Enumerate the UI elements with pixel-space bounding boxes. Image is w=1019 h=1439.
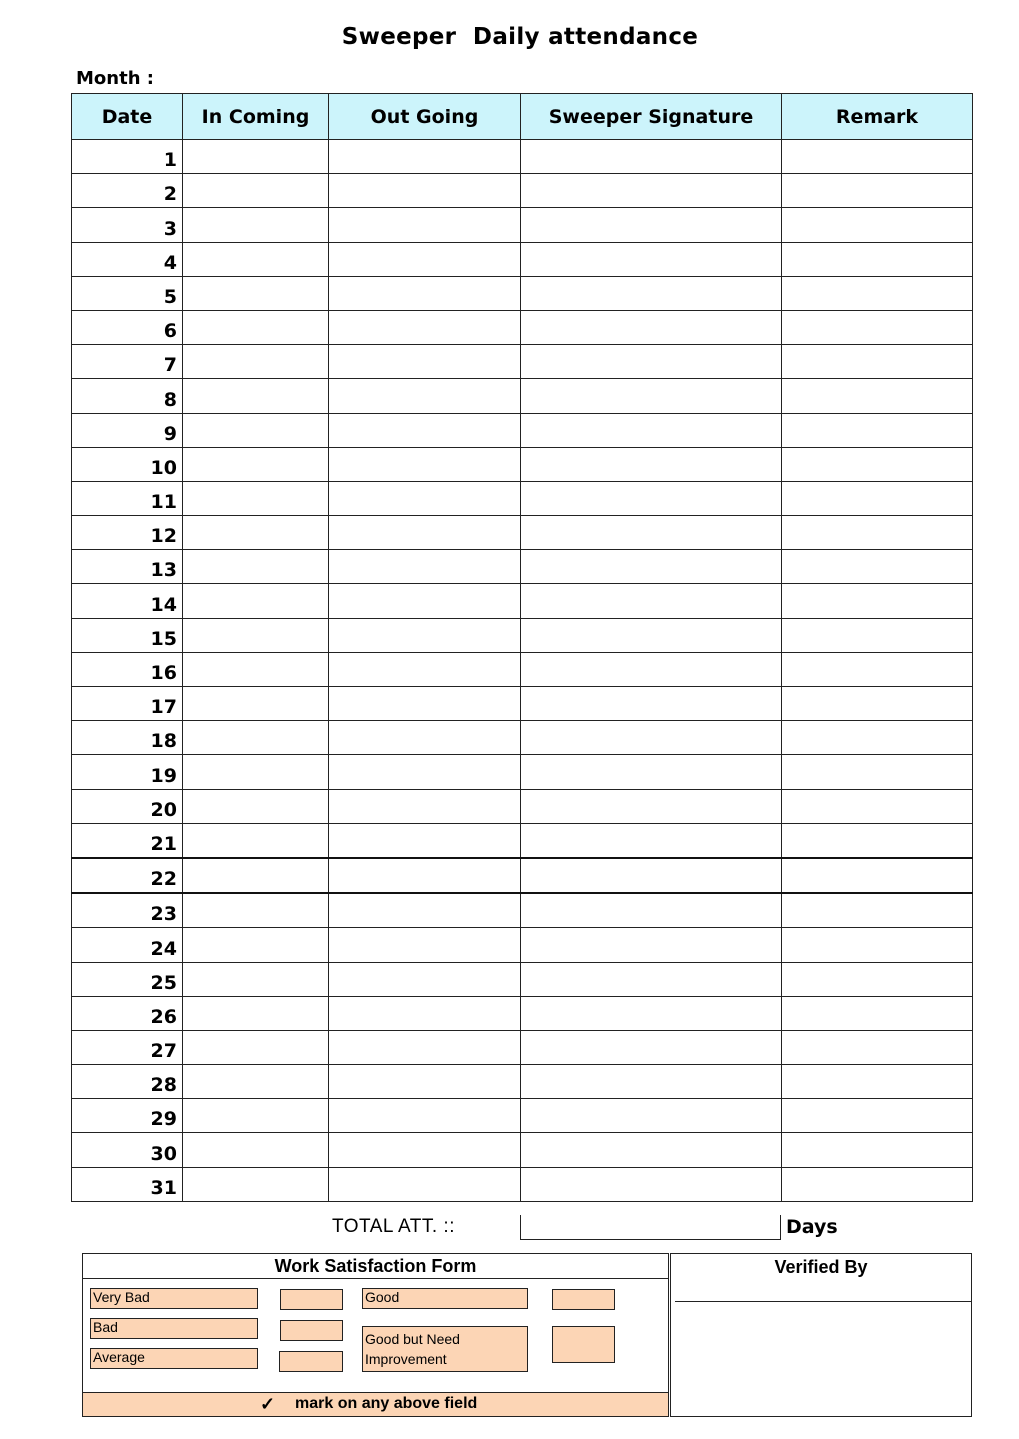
date-cell: 21 xyxy=(72,823,183,858)
sweeper-signature-cell[interactable] xyxy=(521,721,782,755)
out-going-cell[interactable] xyxy=(329,893,521,928)
sweeper-signature-cell[interactable] xyxy=(521,1030,782,1064)
sweeper-signature-cell[interactable] xyxy=(521,550,782,584)
table-row xyxy=(72,140,973,174)
sweeper-signature-cell[interactable] xyxy=(521,1099,782,1133)
sweeper-signature-cell[interactable] xyxy=(521,242,782,276)
date-cell: 20 xyxy=(72,789,183,823)
in-coming-cell[interactable] xyxy=(183,1030,329,1064)
out-going-cell[interactable] xyxy=(329,962,521,996)
sweeper-signature-cell[interactable] xyxy=(521,1133,782,1167)
footer-instruction: mark on any above field xyxy=(295,1395,478,1412)
remark-cell[interactable] xyxy=(782,1099,973,1133)
option-very-bad: Very Bad xyxy=(90,1288,258,1309)
out-going-cell[interactable] xyxy=(329,276,521,310)
date-cell: 8 xyxy=(72,379,183,413)
out-going-cell[interactable] xyxy=(329,789,521,823)
date-cell: 25 xyxy=(72,962,183,996)
out-going-cell[interactable] xyxy=(329,721,521,755)
checkbox-average[interactable] xyxy=(279,1351,343,1372)
table-row xyxy=(72,1099,973,1133)
table-row xyxy=(72,789,973,823)
page-title: Sweeper Daily attendance xyxy=(341,24,699,50)
date-cell: 23 xyxy=(72,893,183,928)
checkbox-very-bad[interactable] xyxy=(280,1289,343,1310)
out-going-cell[interactable] xyxy=(329,858,521,893)
sweeper-signature-cell[interactable] xyxy=(521,893,782,928)
in-coming-cell[interactable] xyxy=(183,516,329,550)
sweeper-signature-cell[interactable] xyxy=(521,379,782,413)
option-bad: Bad xyxy=(90,1318,258,1339)
in-coming-cell[interactable] xyxy=(183,550,329,584)
table-row xyxy=(72,481,973,515)
remark-cell[interactable] xyxy=(782,893,973,928)
table-row xyxy=(72,996,973,1030)
date-cell: 2 xyxy=(72,174,183,208)
in-coming-cell[interactable] xyxy=(183,618,329,652)
out-going-cell[interactable] xyxy=(329,755,521,789)
attendance-body xyxy=(72,140,973,1202)
date-cell: 30 xyxy=(72,1133,183,1167)
sweeper-signature-cell[interactable] xyxy=(521,996,782,1030)
header-sweeper-signature: Sweeper Signature xyxy=(521,94,782,140)
date-cell: 13 xyxy=(72,550,183,584)
remark-cell[interactable] xyxy=(782,1030,973,1064)
out-going-cell[interactable] xyxy=(329,1167,521,1201)
in-coming-cell[interactable] xyxy=(183,1065,329,1099)
remark-cell[interactable] xyxy=(782,789,973,823)
in-coming-cell[interactable] xyxy=(183,584,329,618)
sweeper-signature-cell[interactable] xyxy=(521,481,782,515)
date-cell: 16 xyxy=(72,652,183,686)
in-coming-cell[interactable] xyxy=(183,1133,329,1167)
total-att-label: TOTAL ATT. :: xyxy=(332,1216,455,1237)
date-cell: 4 xyxy=(72,242,183,276)
out-going-cell[interactable] xyxy=(329,208,521,242)
month-label: Month : xyxy=(76,68,154,89)
table-row xyxy=(72,652,973,686)
table-row xyxy=(72,174,973,208)
out-going-cell[interactable] xyxy=(329,1065,521,1099)
sweeper-signature-cell[interactable] xyxy=(521,447,782,481)
date-cell: 7 xyxy=(72,345,183,379)
date-cell: 22 xyxy=(72,858,183,893)
checkbox-bad[interactable] xyxy=(280,1320,343,1341)
in-coming-cell[interactable] xyxy=(183,1099,329,1133)
remark-cell[interactable] xyxy=(782,1065,973,1099)
table-row xyxy=(72,276,973,310)
date-cell: 28 xyxy=(72,1065,183,1099)
sweeper-signature-cell[interactable] xyxy=(521,858,782,893)
sweeper-signature-cell[interactable] xyxy=(521,208,782,242)
table-row xyxy=(72,550,973,584)
remark-cell[interactable] xyxy=(782,276,973,310)
work-satisfaction-title: Work Satisfaction Form xyxy=(83,1254,668,1279)
table-row xyxy=(72,618,973,652)
in-coming-cell[interactable] xyxy=(183,755,329,789)
header-remark: Remark xyxy=(782,94,973,140)
remark-cell[interactable] xyxy=(782,174,973,208)
out-going-cell[interactable] xyxy=(329,550,521,584)
date-cell: 6 xyxy=(72,310,183,344)
in-coming-cell[interactable] xyxy=(183,345,329,379)
date-cell: 14 xyxy=(72,584,183,618)
remark-cell[interactable] xyxy=(782,516,973,550)
sweeper-signature-cell[interactable] xyxy=(521,1167,782,1201)
option-good-need-line2: Improvement xyxy=(365,1351,447,1367)
remark-cell[interactable] xyxy=(782,242,973,276)
total-att-field[interactable] xyxy=(520,1215,781,1240)
table-row xyxy=(72,1030,973,1064)
remark-cell[interactable] xyxy=(782,140,973,174)
sweeper-signature-cell[interactable] xyxy=(521,310,782,344)
remark-cell[interactable] xyxy=(782,345,973,379)
sweeper-signature-cell[interactable] xyxy=(521,140,782,174)
sweeper-signature-cell[interactable] xyxy=(521,413,782,447)
in-coming-cell[interactable] xyxy=(183,928,329,962)
table-row xyxy=(72,962,973,996)
out-going-cell[interactable] xyxy=(329,928,521,962)
table-row xyxy=(72,447,973,481)
remark-cell[interactable] xyxy=(782,379,973,413)
remark-cell[interactable] xyxy=(782,996,973,1030)
verified-by-title: Verified By xyxy=(774,1257,868,1277)
sweeper-signature-cell[interactable] xyxy=(521,516,782,550)
out-going-cell[interactable] xyxy=(329,481,521,515)
remark-cell[interactable] xyxy=(782,618,973,652)
table-row xyxy=(72,1065,973,1099)
out-going-cell[interactable] xyxy=(329,310,521,344)
date-cell: 1 xyxy=(72,140,183,174)
sweeper-signature-cell[interactable] xyxy=(521,276,782,310)
in-coming-cell[interactable] xyxy=(183,996,329,1030)
out-going-cell[interactable] xyxy=(329,652,521,686)
checkbox-good[interactable] xyxy=(552,1289,615,1310)
out-going-cell[interactable] xyxy=(329,1030,521,1064)
table-row xyxy=(72,687,973,721)
sweeper-signature-cell[interactable] xyxy=(521,789,782,823)
remark-cell[interactable] xyxy=(782,413,973,447)
work-satisfaction-form xyxy=(82,1253,669,1417)
in-coming-cell[interactable] xyxy=(183,858,329,893)
in-coming-cell[interactable] xyxy=(183,1167,329,1201)
date-cell: 31 xyxy=(72,1167,183,1201)
table-row xyxy=(72,310,973,344)
remark-cell[interactable] xyxy=(782,447,973,481)
out-going-cell[interactable] xyxy=(329,1133,521,1167)
table-row xyxy=(72,1133,973,1167)
attendance-table xyxy=(71,93,973,1202)
table-row xyxy=(72,208,973,242)
remark-cell[interactable] xyxy=(782,823,973,858)
in-coming-cell[interactable] xyxy=(183,962,329,996)
remark-cell[interactable] xyxy=(782,962,973,996)
in-coming-cell[interactable] xyxy=(183,242,329,276)
out-going-cell[interactable] xyxy=(329,996,521,1030)
date-cell: 18 xyxy=(72,721,183,755)
in-coming-cell[interactable] xyxy=(183,789,329,823)
remark-cell[interactable] xyxy=(782,310,973,344)
option-good-need-line1: Good but Need xyxy=(365,1331,460,1347)
table-row xyxy=(72,928,973,962)
out-going-cell[interactable] xyxy=(329,447,521,481)
out-going-cell[interactable] xyxy=(329,174,521,208)
table-row xyxy=(72,858,973,893)
in-coming-cell[interactable] xyxy=(183,276,329,310)
checkbox-good-but-need-improvement[interactable] xyxy=(552,1326,615,1363)
out-going-cell[interactable] xyxy=(329,618,521,652)
remark-cell[interactable] xyxy=(782,721,973,755)
remark-cell[interactable] xyxy=(782,755,973,789)
header-in-coming: In Coming xyxy=(183,94,329,140)
out-going-cell[interactable] xyxy=(329,584,521,618)
table-row xyxy=(72,413,973,447)
out-going-cell[interactable] xyxy=(329,516,521,550)
in-coming-cell[interactable] xyxy=(183,652,329,686)
in-coming-cell[interactable] xyxy=(183,208,329,242)
date-cell: 24 xyxy=(72,928,183,962)
table-row xyxy=(72,345,973,379)
in-coming-cell[interactable] xyxy=(183,174,329,208)
sweeper-signature-cell[interactable] xyxy=(521,584,782,618)
days-label: Days xyxy=(786,1216,838,1238)
date-cell: 3 xyxy=(72,208,183,242)
option-average: Average xyxy=(90,1348,258,1369)
sweeper-signature-cell[interactable] xyxy=(521,755,782,789)
date-cell: 27 xyxy=(72,1030,183,1064)
date-cell: 17 xyxy=(72,687,183,721)
out-going-cell[interactable] xyxy=(329,413,521,447)
sweeper-signature-cell[interactable] xyxy=(521,928,782,962)
date-cell: 29 xyxy=(72,1099,183,1133)
table-row xyxy=(72,584,973,618)
table-row xyxy=(72,755,973,789)
verified-by-divider xyxy=(675,1301,971,1302)
header-date: Date xyxy=(72,94,183,140)
table-row xyxy=(72,516,973,550)
sweeper-signature-cell[interactable] xyxy=(521,174,782,208)
remark-cell[interactable] xyxy=(782,858,973,893)
sweeper-signature-cell[interactable] xyxy=(521,962,782,996)
option-good: Good xyxy=(362,1288,528,1309)
table-row xyxy=(72,893,973,928)
sweeper-signature-cell[interactable] xyxy=(521,652,782,686)
table-row xyxy=(72,823,973,858)
date-cell: 10 xyxy=(72,447,183,481)
sweeper-signature-cell[interactable] xyxy=(521,823,782,858)
in-coming-cell[interactable] xyxy=(183,687,329,721)
remark-cell[interactable] xyxy=(782,652,973,686)
sweeper-signature-cell[interactable] xyxy=(521,687,782,721)
remark-cell[interactable] xyxy=(782,1133,973,1167)
out-going-cell[interactable] xyxy=(329,140,521,174)
date-cell: 11 xyxy=(72,481,183,515)
in-coming-cell[interactable] xyxy=(183,140,329,174)
out-going-cell[interactable] xyxy=(329,345,521,379)
in-coming-cell[interactable] xyxy=(183,379,329,413)
work-satisfaction-footer xyxy=(83,1392,668,1416)
date-cell: 19 xyxy=(72,755,183,789)
table-header-row xyxy=(72,94,973,140)
verified-by-box xyxy=(670,1253,972,1417)
in-coming-cell[interactable] xyxy=(183,823,329,858)
out-going-cell[interactable] xyxy=(329,242,521,276)
table-row xyxy=(72,1167,973,1201)
check-mark-icon: ✓ xyxy=(260,1394,276,1414)
date-cell: 12 xyxy=(72,516,183,550)
sweeper-signature-cell[interactable] xyxy=(521,345,782,379)
remark-cell[interactable] xyxy=(782,584,973,618)
table-row xyxy=(72,379,973,413)
sweeper-signature-cell[interactable] xyxy=(521,618,782,652)
remark-cell[interactable] xyxy=(782,550,973,584)
remark-cell[interactable] xyxy=(782,928,973,962)
date-cell: 26 xyxy=(72,996,183,1030)
sweeper-signature-cell[interactable] xyxy=(521,1065,782,1099)
remark-cell[interactable] xyxy=(782,1167,973,1201)
remark-cell[interactable] xyxy=(782,687,973,721)
date-cell: 5 xyxy=(72,276,183,310)
table-row xyxy=(72,721,973,755)
remark-cell[interactable] xyxy=(782,481,973,515)
option-good-but-need-improvement xyxy=(362,1326,528,1372)
in-coming-cell[interactable] xyxy=(183,721,329,755)
in-coming-cell[interactable] xyxy=(183,447,329,481)
in-coming-cell[interactable] xyxy=(183,413,329,447)
out-going-cell[interactable] xyxy=(329,1099,521,1133)
remark-cell[interactable] xyxy=(782,208,973,242)
date-cell: 15 xyxy=(72,618,183,652)
in-coming-cell[interactable] xyxy=(183,481,329,515)
out-going-cell[interactable] xyxy=(329,823,521,858)
date-cell: 9 xyxy=(72,413,183,447)
in-coming-cell[interactable] xyxy=(183,310,329,344)
header-out-going: Out Going xyxy=(329,94,521,140)
out-going-cell[interactable] xyxy=(329,379,521,413)
out-going-cell[interactable] xyxy=(329,687,521,721)
table-row xyxy=(72,242,973,276)
in-coming-cell[interactable] xyxy=(183,893,329,928)
